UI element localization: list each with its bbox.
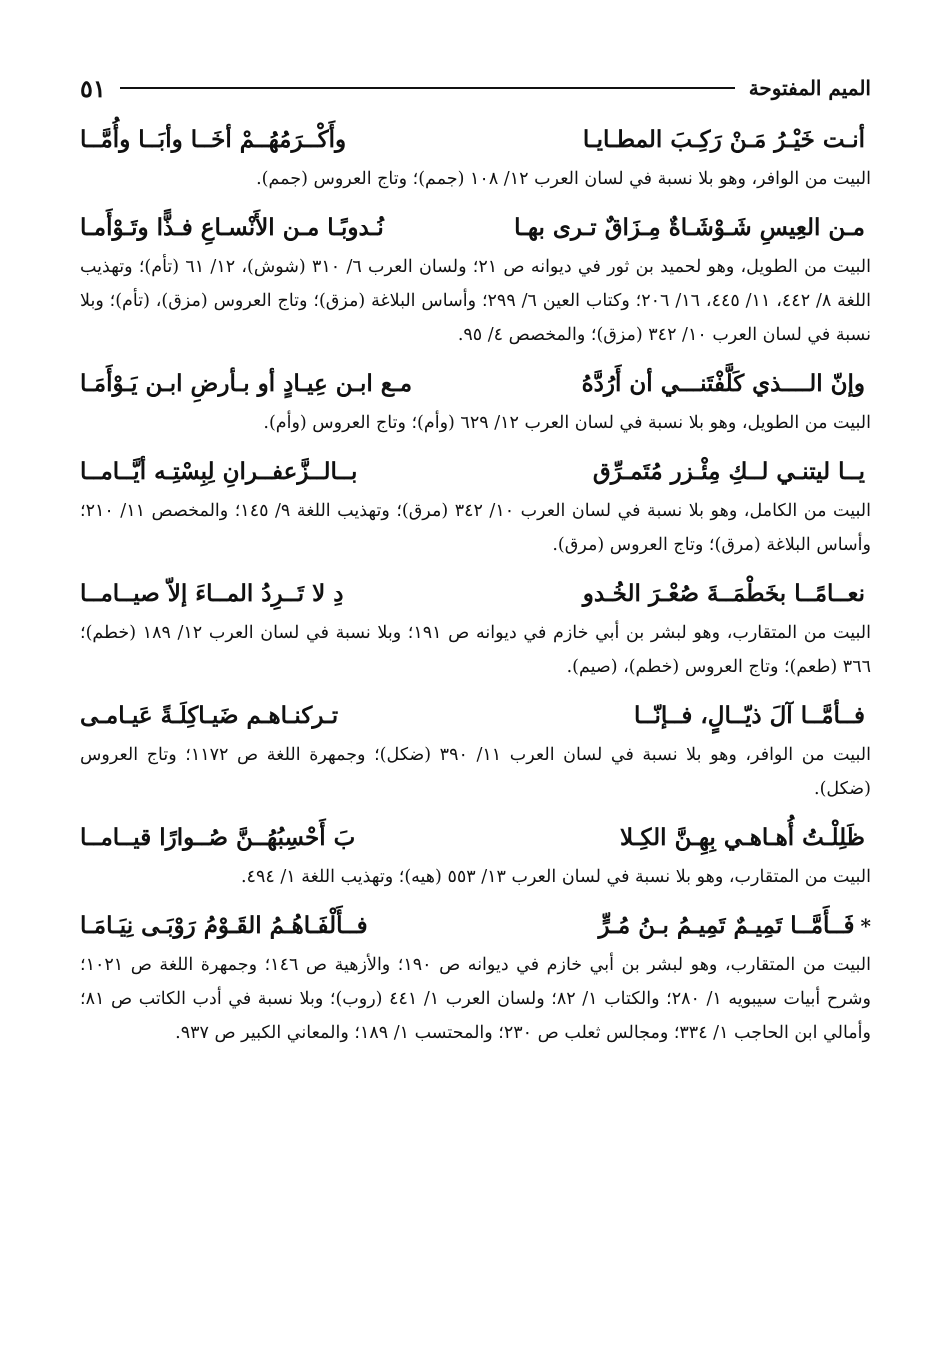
second-hemistich: بــالــزَّعفــرانِ لِبِسْتِـه أيَّــامــا xyxy=(80,458,358,485)
verse-note: البيت من الكامل، وهو بلا نسبة في لسان العرب ١٠/ ٣٤٢ (مرق)؛ وتهذيب اللغة ٩/ ١٤٥؛ والمخصص ١١/ ٢١٠؛ وأساس البلاغة (مرق)؛ وتاج العروس (مرق). xyxy=(80,501,871,555)
running-header xyxy=(80,68,871,108)
verse-entry xyxy=(80,816,871,894)
second-hemistich: فــأَلْفَـاهُـمُ القَـوْمُ رَوْبَـى نِيَـامَـا xyxy=(80,912,368,939)
verse-entry xyxy=(80,694,871,806)
verse-line xyxy=(80,206,871,250)
first-hemistich xyxy=(582,362,871,406)
verse-note: البيت من المتقارب، وهو لبشر بن أبي خازم في ديوانه ص ١٩١؛ وبلا نسبة في لسان العرب ١٢/ ١٨٩ (خطم)؛ ٣٦٦ (طعم)؛ وتاج العروس (خطم)، (صيم). xyxy=(80,623,871,677)
verse-line xyxy=(80,904,871,948)
second-hemistich: مـع ابـن عِيـادٍ أو بـأرضِ ابـن يَـوْأَمَـا xyxy=(80,370,413,397)
verse-note: البيت من المتقارب، وهو لبشر بن أبي خازم في ديوانه ص ١٩٠؛ والأزهية ص ١٤٦؛ وجمهرة اللغة ص ١٠٢١؛ وشرح أبيات سيبويه ١/ ٢٨٠؛ والكتاب ١/ ٨٢؛ ولسان العرب ١/ ٤٤١ (روب)؛ وبلا نسبة في أدب الكاتب ص ٨١؛ وأمالي ابن الحاجب ١/ ٣٣٤؛ ومجالس ثعلب ص ٢٣٠؛ والمحتسب ١/ ١٨٩؛ والمعاني الكبير ص ٩٣٧. xyxy=(80,955,871,1043)
verse-entry xyxy=(80,362,871,440)
first-hemistich xyxy=(583,572,871,616)
first-hemistich xyxy=(593,450,871,494)
verse-note: البيت من الطويل، وهو بلا نسبة في لسان العرب ١٢/ ٦٢٩ (وأم)؛ وتاج العروس (وأم). xyxy=(263,413,871,433)
verse-note: البيت من الوافر، وهو بلا نسبة في لسان العرب ١١/ ٣٩٠ (ضكل)؛ وجمهرة اللغة ص ١١٧٢؛ وتاج العروس (ضكل). xyxy=(80,745,871,799)
verse-line xyxy=(80,572,871,616)
document-page xyxy=(80,68,871,1317)
second-hemistich: نُـدوبًـا مـن الأَنْسـاعِ فـذًّا وتَـوْأَمـا xyxy=(80,214,384,241)
verse-note: البيت من الوافر، وهو بلا نسبة في لسان العرب ١٢/ ١٠٨ (جمم)؛ وتاج العروس (جمم). xyxy=(256,169,871,189)
verse-note: البيت من الطويل، وهو لحميد بن ثور في ديوانه ص ٢١؛ ولسان العرب ٦/ ٣١٠ (شوش)، ١٢/ ٦١ (تأم)؛ وتهذيب اللغة ٨/ ٤٤٢، ١١/ ٤٤٥، ١٦/ ٢٠٦؛ وكتاب العين ٦/ ٢٩٩؛ وأساس البلاغة (مزق)؛ وتاج العروس (مزق)، (تأم)؛ وبلا نسبة في لسان العرب ١٠/ ٣٤٢ (مزق)؛ والمخصص ٤/ ٩٥. xyxy=(80,257,871,345)
first-hemistich-text: ظَلِلْـتُ أُهـاهـي بِهِـنَّ الكِـلا xyxy=(620,824,865,851)
second-hemistich: تـركنـاهـم ضَيـاكِلَـةً عَيـامـى xyxy=(80,702,339,729)
verse-line xyxy=(80,816,871,860)
first-hemistich-text: وإنّ الــــذي كَلَّفْتَنـــي أن أَرُدَّهُ xyxy=(581,370,865,397)
first-hemistich-text: يــا ليتنـي لــكِ مِئْـزر مُتَمـرِّق xyxy=(592,458,865,485)
first-hemistich xyxy=(514,206,871,250)
verse-line xyxy=(80,450,871,494)
verse-entry xyxy=(80,450,871,562)
first-hemistich xyxy=(583,118,871,162)
verse-entry xyxy=(80,572,871,684)
first-hemistich-text: فــأمَّــا آلَ ذيّــالٍ، فــإنّــا xyxy=(633,702,865,729)
page-number: ٥١ xyxy=(80,73,106,103)
first-hemistich-text: مـن العِيسِ شَـوْشَـاةٌ مِـزَاقٌ تـرى بهـا xyxy=(514,214,865,241)
first-hemistich-text: نعــامًــا بخَطْمَــةَ صُعْـرَ الخُـدو xyxy=(582,580,865,607)
first-hemistich-text: أنـت خَيْـرُ مَـنْ رَكِـبَ المطـايـا xyxy=(582,126,865,153)
verse-entry xyxy=(80,206,871,352)
header-rule xyxy=(120,87,735,89)
verse-line xyxy=(80,362,871,406)
second-hemistich: دِ لا تَــرِدُ المــاءَ إلاّ صيــامــا xyxy=(80,580,344,607)
verse-note: البيت من المتقارب، وهو بلا نسبة في لسان العرب ١٣/ ٥٥٣ (هيه)؛ وتهذيب اللغة ١/ ٤٩٤. xyxy=(240,867,871,887)
first-hemistich xyxy=(620,816,871,860)
verse-line xyxy=(80,118,871,162)
first-hemistich-text: فَــأَمَّــا تَمِيـمٌ تَمِيـمُ بـنُ مُـرٍّ xyxy=(598,912,855,939)
second-hemistich: وأَكْــرَمُهُــمْ أخَــا وأبَــا وأُمَّــا xyxy=(80,126,347,153)
verse-line xyxy=(80,694,871,738)
second-hemistich: بَ أَحْسِبُهُــنَّ صُــوارًا قيــامــا xyxy=(80,824,356,851)
verse-entry xyxy=(80,904,871,1050)
first-hemistich xyxy=(598,904,871,948)
verse-marker: * xyxy=(860,914,871,938)
verse-entry xyxy=(80,118,871,196)
header-title: الميم المفتوحة xyxy=(748,76,871,100)
first-hemistich xyxy=(634,694,871,738)
